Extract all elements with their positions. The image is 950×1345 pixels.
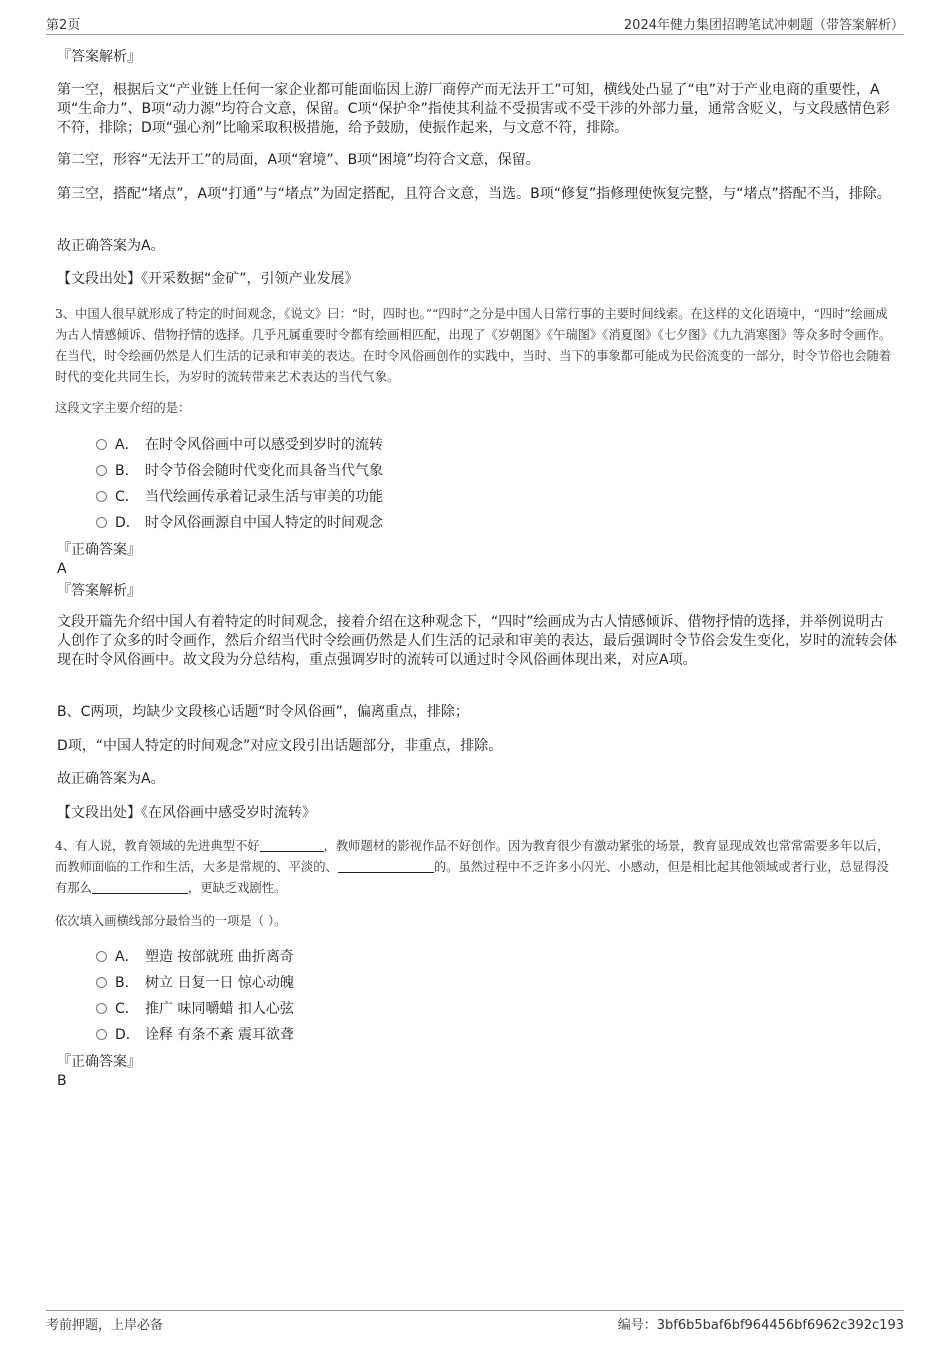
footer-slogan: 考前押题，上岸必备 bbox=[46, 1318, 164, 1333]
document-title: 2024年健力集团招聘笔试冲刺题（带答案解析） bbox=[623, 18, 904, 33]
radio-icon[interactable] bbox=[96, 517, 107, 528]
answer-conclusion: 故正确答案为A。 bbox=[57, 771, 165, 787]
analysis-paragraph-2: B、C两项，均缺少文段核心话题“时令风俗画”，偏离重点，排除； bbox=[57, 704, 469, 720]
question-3-option-b[interactable]: B． 时令节俗会随时代变化而具备当代气象 bbox=[96, 462, 383, 481]
analysis-paragraph-1: 第一空，根据后文“产业链上任何一家企业都可能面临因上游厂商停产而无法开工”可知，横线处凸显了“电”对于产业电商的重要性，A项“生命力”、B项“动力源”均符合文意，保留。C项“保护伞”指使其利益不受损害或不受干涉的外部力量，通常含贬义，与文段感情色彩不符，排除；D项“强心剂”比喻采取积极措施，给予鼓励，使振作起来，与文意不符，排除。 bbox=[57, 82, 890, 136]
correct-answer: A bbox=[57, 561, 67, 577]
source-citation: 【文段出处】《开采数据“金矿”，引领产业发展》 bbox=[57, 271, 359, 287]
blank-1 bbox=[260, 838, 324, 852]
radio-icon[interactable] bbox=[96, 951, 107, 962]
source-citation: 【文段出处】《在风俗画中感受岁时流转》 bbox=[57, 805, 316, 821]
radio-icon[interactable] bbox=[96, 465, 107, 476]
document-serial: 编号：3bf6b5baf6bf964456bf6962c392c193 bbox=[617, 1318, 904, 1333]
radio-icon[interactable] bbox=[96, 977, 107, 988]
question-3-option-a[interactable]: A． 在时令风俗画中可以感受到岁时的流转 bbox=[96, 436, 383, 455]
analysis-paragraph-3: 第三空，搭配“堵点”，A项“打通”与“堵点”为固定搭配，且符合文意，当选。B项“修复”指修理使恢复完整，与“堵点”搭配不当，排除。 bbox=[57, 186, 891, 202]
page-header bbox=[46, 14, 904, 34]
analysis-label: 『答案解析』 bbox=[57, 583, 141, 599]
correct-answer-label: 『正确答案』 bbox=[57, 542, 141, 558]
question-3-text: 3、中国人很早就形成了特定的时间观念，《说文》曰：“时，四时也。”“四时”之分是中国人日常行事的主要时间线索。在这样的文化语境中，“四时”绘画成为古人情感倾诉、借物抒情的选择。几乎凡属重要时令都有绘画相匹配，出现了《岁朝图》《午瑞图》《消夏图》《七夕图》《九九消寒图》等众多时令画作。在当代，时令绘画仍然是人们生活的记录和审美的表达。在时令风俗画创作的实践中，当时、当下的事象都可能成为民俗流变的一部分，时令节俗也会随着时代的变化共同生长，为岁时的流转带来艺术表达的当代气象。 bbox=[55, 307, 892, 384]
analysis-paragraph-2: 第二空，形容“无法开工”的局面，A项“窘境”、B项“困境”均符合文意，保留。 bbox=[57, 152, 540, 168]
blank-2 bbox=[338, 859, 434, 873]
page-footer bbox=[46, 1314, 904, 1334]
question-3-prompt: 这段文字主要介绍的是： bbox=[55, 401, 191, 415]
question-4-prompt: 依次填入画横线部分最恰当的一项是（ ）。 bbox=[55, 914, 287, 928]
question-4-option-b[interactable]: B． 树立 日复一日 惊心动魄 bbox=[96, 974, 294, 993]
question-4-option-a[interactable]: A． 塑造 按部就班 曲折离奇 bbox=[96, 948, 294, 967]
footer-divider bbox=[46, 1310, 904, 1311]
answer-conclusion: 故正确答案为A。 bbox=[57, 238, 165, 254]
correct-answer: B bbox=[57, 1073, 67, 1089]
correct-answer-label: 『正确答案』 bbox=[57, 1054, 141, 1070]
question-3-option-d[interactable]: D． 时令风俗画源自中国人特定的时间观念 bbox=[96, 514, 383, 533]
radio-icon[interactable] bbox=[96, 1003, 107, 1014]
question-4-option-c[interactable]: C． 推广 味同嚼蜡 扣人心弦 bbox=[96, 1000, 294, 1019]
question-4-text: 4、有人说，教育领域的先进典型不好 ，教师题材的影视作品不好创作。因为教育很少有激动紧张的场景，教育显现成效也常常需要多年以后，而教师面临的工作和生活，大多是常规的、平淡的、 的。虽然过程中不乏许多小闪光、小感动，但是相比起其他领域或者行业，总显得没有那么 ，更缺乏戏剧性。 bbox=[55, 839, 890, 895]
page-number: 第2页 bbox=[46, 18, 81, 33]
analysis-paragraph-3: D项，“中国人特定的时间观念”对应文段引出话题部分，非重点，排除。 bbox=[57, 738, 503, 754]
radio-icon[interactable] bbox=[96, 491, 107, 502]
radio-icon[interactable] bbox=[96, 1029, 107, 1040]
analysis-paragraph-1: 文段开篇先介绍中国人有着特定的时间观念，接着介绍在这种观念下，“四时”绘画成为古人情感倾诉、借物抒情的选择，并举例说明古人创作了众多的时令画作，然后介绍当代时令绘画仍然是人们生活的记录和审美的表达，最后强调时令节俗会发生变化，岁时的流转会体现在时令风俗画中。故文段为分总结构，重点强调岁时的流转可以通过时令风俗画体现出来，对应A项。 bbox=[57, 614, 897, 668]
header-divider bbox=[46, 34, 904, 35]
analysis-label: 『答案解析』 bbox=[57, 49, 141, 65]
radio-icon[interactable] bbox=[96, 439, 107, 450]
question-4-option-d[interactable]: D． 诠释 有条不紊 震耳欲聋 bbox=[96, 1026, 294, 1045]
blank-3 bbox=[92, 880, 188, 894]
question-3-option-c[interactable]: C． 当代绘画传承着记录生活与审美的功能 bbox=[96, 488, 383, 507]
